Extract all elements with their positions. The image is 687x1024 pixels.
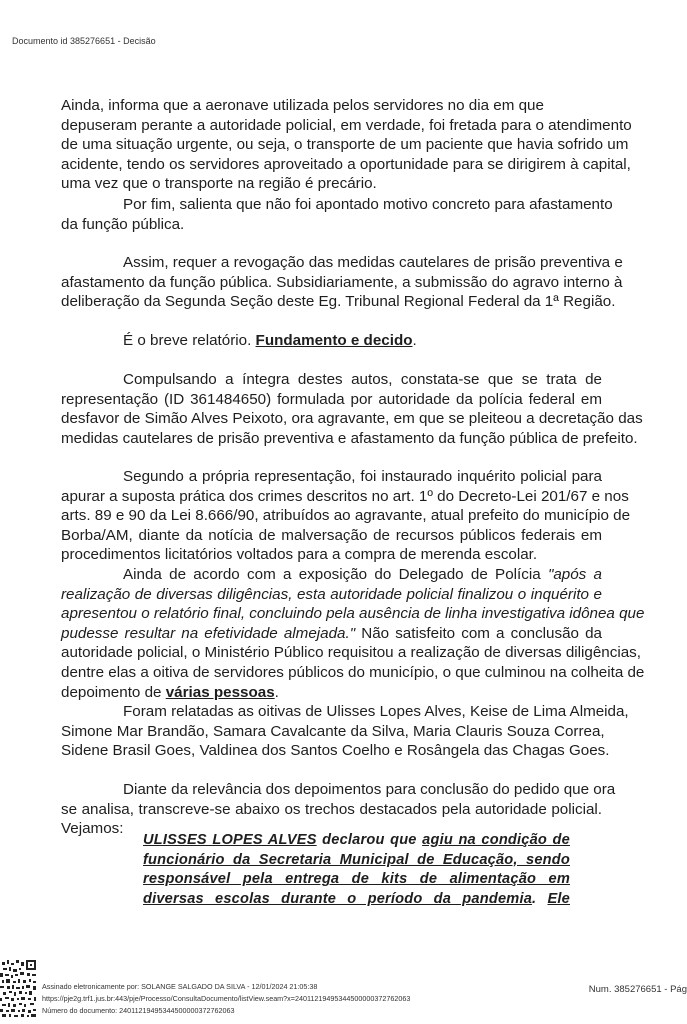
quote-text: Ele — [547, 890, 570, 907]
fundamento-emphasis: Fundamento e decido — [255, 332, 413, 349]
quote-text: declarou que — [316, 832, 423, 848]
paragraph-diante — [61, 780, 616, 839]
text-line: Assim, requer a revogação das medidas cautelares de prisão preventiva e — [123, 254, 623, 271]
quote-line — [143, 890, 570, 910]
text-line: Ainda, informa que a aeronave utilizada pelos servidores no dia em que — [61, 97, 544, 114]
text-line: de uma situação urgente, ou seja, o transporte de um paciente que havia sofrido um — [61, 136, 629, 154]
varias-pessoas-emphasis: várias pessoas — [165, 683, 275, 701]
witness-name: ULISSES LOPES ALVES — [143, 832, 317, 848]
paragraph-segundo — [61, 467, 631, 565]
document-number: Número do documento: 24011219495344500000372762063 — [42, 1006, 235, 1015]
text-line — [61, 331, 602, 351]
text-line — [61, 683, 602, 703]
text-line: procedimentos licitatórios voltados para a compra de merenda escolar. — [61, 546, 538, 564]
text-line: Segundo a própria representação, foi instaurado inquérito policial para — [123, 468, 602, 485]
text-line: deliberação da Segunda Seção deste Eg. Tribunal Regional Federal da 1ª Região. — [61, 293, 616, 311]
text-line: uma vez que o transporte na região é precário. — [61, 175, 377, 193]
quote-text: agiu na condição de — [422, 832, 570, 848]
document-url-link[interactable]: https://pje2g.trf1.jus.br:443/pje/Processo/ConsultaDocumento/listView.seam?x=24011219495344500000372762063 — [42, 994, 411, 1003]
text-line: Por fim, salienta que não foi apontado motivo concreto para afastamento — [123, 196, 613, 213]
qr-code-icon — [0, 958, 38, 1018]
quote-line: funcionário da Secretaria Municipal de Educação, sendo — [143, 851, 570, 868]
paragraph-por-fim — [61, 195, 613, 234]
text-line: depuseram perante a autoridade policial, em verdade, foi fretada para o atendimento — [61, 116, 632, 134]
text-line: da função pública. — [61, 215, 185, 233]
delegado-intro: Ainda de acordo com a exposição do Delegado de Polícia — [123, 566, 548, 583]
text-line: autoridade policial, o Ministério Público requisitou a realização de diversas diligências, — [61, 644, 641, 662]
text-line: acidente, tendo os servidores aproveitado a oportunidade para se dirigirem à capital, — [61, 155, 631, 173]
relatorio-text: É o breve relatório. — [123, 332, 256, 349]
text-line — [61, 624, 602, 644]
text-line: se analisa, transcreve-se abaixo os trechos destacados pela autoridade policial. — [61, 800, 602, 818]
quote-line — [143, 831, 570, 851]
depoimento-text: depoimento de — [61, 683, 166, 701]
text-line: desfavor de Simão Alves Peixoto, ora agravante, em que se pleiteou a decretação das — [61, 410, 643, 428]
text-line: representação (ID 361484650) formulada por autoridade da polícia federal em — [61, 390, 602, 408]
signature-line: Assinado eletronicamente por: SOLANGE SALGADO DA SILVA - 12/01/2024 21:05:38 — [42, 982, 318, 991]
paragraph-delegado — [61, 565, 645, 702]
signature-footer — [0, 956, 687, 1024]
text-line: apresentou o relatório final, concluindo pela ausência de linha investigativa idônea que — [61, 605, 645, 623]
paragraph-assim — [61, 253, 623, 312]
text-line: Diante da relevância dos depoimentos para conclusão do pedido que ora — [123, 781, 616, 798]
text-line: dentre elas a oitiva de servidores públicos do município, o que culminou na colheita de — [61, 663, 645, 681]
text-line: Borba/AM, diante da notícia de malversação de recursos públicos federais em — [61, 526, 602, 544]
quote-text: diversas escolas durante o período da pandemia — [143, 890, 533, 907]
period: . — [412, 332, 417, 349]
text-line: realização de diversas diligências, esta autoridade policial finalizou o inquérito e — [61, 585, 602, 603]
text-line: Foram relatadas as oitivas de Ulisses Lopes Alves, Keise de Lima Almeida, — [123, 703, 629, 720]
text-line: apurar a suposta prática dos crimes descritos no art. 1º do Decreto-Lei 201/67 e nos — [61, 487, 629, 505]
quote-end: pudesse resultar na efetividade almejada." — [61, 624, 356, 642]
paragraph-compulsando — [61, 370, 643, 448]
paragraph-aeronave — [61, 96, 632, 194]
text-line: Compulsando a íntegra destes autos, constata-se que se trata de — [123, 371, 602, 388]
nao-satisfeito: Não satisfeito com a conclusão da — [355, 624, 602, 642]
text-line: medidas cautelares de prisão preventiva e afastamento da função pública de prefeito. — [61, 429, 638, 447]
text-line: Vejamos: — [61, 820, 124, 838]
quote-line: responsável pela entrega de kits de alimentação em — [143, 871, 570, 888]
testimony-quote — [143, 831, 570, 909]
text-line: afastamento da função pública. Subsidiariamente, a submissão do agravo interno à — [61, 273, 623, 291]
paragraph-oitivas — [61, 702, 629, 761]
paragraph-relatorio — [61, 331, 602, 351]
period: . — [274, 683, 279, 701]
text-line: Simone Mar Brandão, Samara Cavalcante da Silva, Maria Clauris Souza Correa, — [61, 722, 605, 740]
page-reference: Num. 385276651 - Pág — [588, 984, 687, 995]
text-line — [61, 565, 602, 585]
document-header: Documento id 385276651 - Decisão — [12, 36, 156, 46]
text-line: arts. 89 e 90 da Lei 8.666/90, atribuídos ao agravante, atual prefeito do município de — [61, 507, 631, 525]
text-line: Sidene Brasil Goes, Valdinea dos Santos Coelho e Rosângela das Chagas Goes. — [61, 742, 610, 760]
quote-text: . — [532, 890, 548, 907]
quote-start: "após a — [547, 566, 602, 583]
